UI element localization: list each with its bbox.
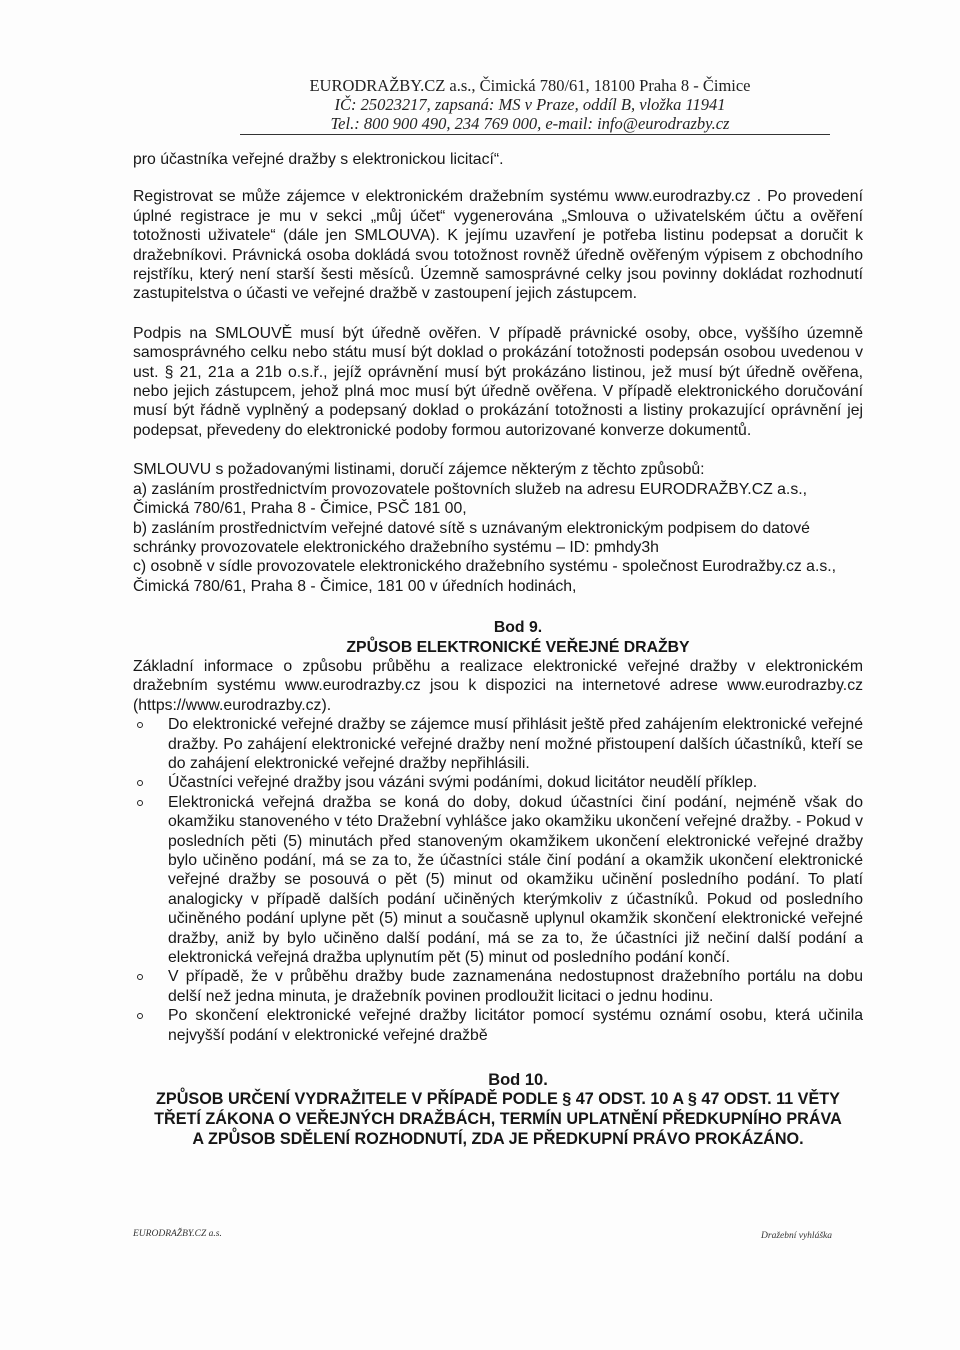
paragraph-signature: Podpis na SMLOUVĚ musí být úředně ověřen. V případě právnické osoby, obce, vyššího územně samosprávného celku nebo státu musí být doklad o prokázání totožnosti podepsán osobou uvedenou v ust. § 21, 21a a 21b o.s.ř., jejíž oprávnění musí být prokázáno listinou, jež musí být úředně ověřena, nebo jejich zástupcem, jehož plná moc musí být úředně ověřena. V případě elektronického doručování musí být řádně vyplněný a podepsaný doklad o prokázání totožnosti a listiny prokazující oprávnění jej podepsat, převedeny do elektronické podoby formou autorizované konverze dokumentů.: [133, 324, 863, 439]
list-item: Elektronická veřejná dražba se koná do doby, dokud účastníci činí podání, nejméně však do okamžiku stanoveného v této Dražební vyhlášce jako okamžiku ukončení veřejné dražby. - Pokud v posledních pěti (5) minutách před stanoveným okamžikem ukončení elektronické veřejné dražby bylo učiněno podání, má se za to, že účastníci stále činí podání a okamžik ukončení elektronické veřejné dražby se posouvá o pět (5) minut od okamžiku učinění posledního podání. To platí analogicky v případě dalších podání učiněných kterýmkoliv z účastníků. Pokud od posledního učiněného podání uplyne pět (5) minut a současně uplynul okamžik skončení elektronické veřejné dražby, aniž by bylo učiněno další podání, má se za to, že účastníci již nečiní další podání a elektronická veřejná dražba uplynutím pět (5) minut od posledního podání končí.: [133, 793, 863, 968]
section-9-number: Bod 9.: [493, 619, 543, 637]
letterhead-contact: Tel.: 800 900 490, 234 769 000, e-mail: info@eurodrazby.cz: [330, 114, 730, 133]
list-item: V případě, že v průběhu dražby bude zaznamenána nedostupnost dražebního portálu na dobu delší než jedna minuta, je dražebník povinen prodloužit licitaci o jednu hodinu.: [133, 967, 863, 1006]
section-10-title-line: TŘETÍ ZÁKONA O VEŘEJNÝCH DRAŽBÁCH, TERMÍN UPLATNĚNÍ PŘEDKUPNÍHO PRÁVA: [154, 1110, 842, 1129]
letterhead-divider: [240, 134, 830, 135]
section-10-title-line: ZPŮSOB URČENÍ VYDRAŽITELE V PŘÍPADĚ PODLE § 47 ODST. 10 A § 47 ODST. 11 VĚTY: [156, 1090, 840, 1109]
document-content: [133, 150, 863, 1149]
letterhead-company: EURODRAŽBY.CZ a.s., Čimická 780/61, 18100 Praha 8 - Čimice: [309, 76, 751, 95]
list-item: Do elektronické veřejné dražby se zájemce musí přihlásit ještě před zahájením elektronické veřejné dražby. Po zahájení elektronické veřejné dražby není možné přistoupení dalších účastníků, kteří se do zahájení elektronické veřejné dražby nepřihlásili.: [133, 715, 863, 773]
bullet-icon: [137, 722, 143, 728]
paragraph-continuation: pro účastníka veřejné dražby s elektronickou licitací“.: [133, 151, 504, 168]
bullet-icon: [137, 780, 143, 786]
section-10-title-line: A ZPŮSOB SDĚLENÍ ROZHODNUTÍ, ZDA JE PŘEDKUPNÍ PRÁVO PROKÁZÁNO.: [192, 1129, 804, 1148]
delivery-intro: SMLOUVU s požadovanými listinami, doručí zájemce některým z těchto způsobů:: [133, 461, 705, 479]
section-9-intro: Základní informace o způsobu průběhu a realizace elektronické veřejné dražby v elektronickém dražebním systému www.eurodrazby.cz jsou k dispozici na internetové adrese www.eurodrazby.cz (https://www.eurodrazby.cz).: [133, 657, 863, 714]
section-9-list: [133, 715, 863, 1045]
delivery-option-c: c) osobně v sídle provozovatele elektronického dražebního systému - společnost Eurodražby.cz a.s., Čimická 780/61, Praha 8 - Čimice, 181 00 v úředních hodinách,: [133, 558, 837, 595]
bullet-icon: [137, 974, 143, 980]
section-10-number: Bod 10.: [488, 1071, 548, 1090]
footer-company: EURODRAŽBY.CZ a.s.: [133, 1229, 222, 1239]
letterhead: [240, 76, 820, 133]
section-10-title: [133, 1090, 863, 1149]
letterhead-registration: IČ: 25023217, zapsaná: MS v Praze, oddíl B, vložka 11941: [334, 95, 726, 114]
list-item: Po skončení elektronické veřejné dražby licitátor pomocí systému oznámí osobu, která učinila nejvyšší podání v elektronické veřejné dražbě: [133, 1006, 863, 1045]
section-9-title: ZPŮSOB ELEKTRONICKÉ VEŘEJNÉ DRAŽBY: [346, 638, 690, 656]
bullet-icon: [137, 1013, 143, 1019]
delivery-methods: [133, 460, 863, 596]
footer-document-type: Dražební vyhláška: [761, 1231, 832, 1241]
bullet-icon: [137, 800, 143, 806]
delivery-option-b: b) zasláním prostřednictvím veřejné datové sítě s uznávaným elektronickým podpisem do datové schránky provozovatele elektronického dražebního systému – ID: pmhdy3h: [133, 519, 810, 556]
delivery-option-a: a) zasláním prostřednictvím provozovatele poštovních služeb na adresu EURODRAŽBY.CZ a.s., Čimická 780/61, Praha 8 - Čimice, PSČ 181 00,: [133, 480, 807, 518]
list-item: Účastníci veřejné dražby jsou vázáni svými podáními, dokud licitátor neudělí příklep.: [133, 773, 863, 792]
paragraph-registration: Registrovat se může zájemce v elektronickém dražebním systému www.eurodrazby.cz . Po provedení úplné registrace je mu v sekci „můj účet“ vygenerována „Smlouva o uživatelském účtu a ověření totožnosti uživatele“ (dále jen SMLOUVA). K jejímu uzavření je potřeba listinu podepsat a doručit k dražebníkovi. Právnická osoba dokládá svou totožnost rovněž úředně ověřeným výpisem z obchodního rejstříku, který není starší šesti měsíců. Územně samosprávné celky jsou povinny dokládat rozhodnutí zastupitelstva o účasti ve veřejné dražbě v zastoupení jejich zástupcem.: [133, 188, 863, 303]
